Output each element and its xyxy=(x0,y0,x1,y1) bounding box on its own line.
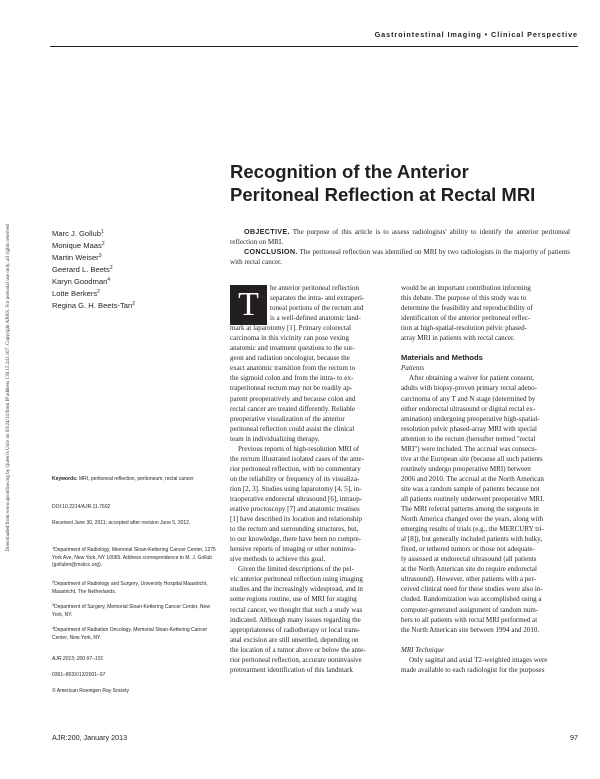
text-line: anal excision are still unsettled, depending on xyxy=(230,635,359,644)
subsection-heading: MRI Technique xyxy=(401,645,444,654)
abstract xyxy=(230,227,570,267)
text-line: [1] have described its location and relationship xyxy=(230,515,362,524)
section-header: Gastrointestinal Imaging • Clinical Perspective xyxy=(374,30,578,39)
author: Karyn Goodman$^4$ xyxy=(52,277,111,286)
text-line: Given the limited descriptions of the pel- xyxy=(238,565,354,574)
text-line: team in individualizing therapy. xyxy=(230,434,320,443)
affiliation-1: $^1$Department of Radiology, Memorial Sloan-Kettering Cancer Center, 1275 York Ave, New York, NY 10065. Address correspondence to M. J. Gollub (gollubm@mskcc.org). xyxy=(52,546,216,568)
text-line: peritoneal reflection could assist the clinical xyxy=(230,424,355,433)
article-title xyxy=(230,160,535,206)
text-line: appropriateness of radiotherapy or local trans- xyxy=(230,625,361,634)
text-line: studies and the increasingly widespread, and in xyxy=(230,585,363,594)
text-line: MRI") were included. The accrual was consecu- xyxy=(401,444,537,453)
text-line: Only sagittal and axial T2-weighted images were xyxy=(409,655,548,664)
text-line: ceived clinical need for these studies were also in- xyxy=(401,585,543,594)
author: Monique Maas$^2$ xyxy=(52,241,105,250)
text-line: fixed, or tethered tumors or those not adequate- xyxy=(401,545,535,554)
keywords: Keywords: MRI, peritoneal reflection, peritoneum, rectal cancer xyxy=(52,476,194,482)
author: Lotte Berkers$^2$ xyxy=(52,289,100,298)
text-line xyxy=(401,635,569,645)
text-line: tion at high-spatial-resolution pelvic phased- xyxy=(401,324,528,333)
text-line: determine the feasibility and reproducibility of xyxy=(401,304,533,313)
text-line: rectal cancer, we thought that such a study was xyxy=(230,605,363,614)
citation: AJR 2013; 200:97–101 xyxy=(52,656,104,662)
text-line: cluded. Randomization was accomplished using a xyxy=(401,595,542,604)
text-line: on the reliability or frequency of its visualiza- xyxy=(230,474,360,483)
author: Regina G. H. Beets-Tan$^2$ xyxy=(52,301,135,310)
text-line: amination) undergoing preoperative high-spatial- xyxy=(401,414,540,423)
text-line: mark at laparotomy [1]. Primary colorectal xyxy=(230,324,351,333)
received-dates: Received June 30, 2011; accepted after revision June 5, 2012. xyxy=(52,520,191,526)
text-line: anatomic and treatment questions to the sur- xyxy=(230,344,355,353)
text-line: all patients routinely underwent preoperative MRI. xyxy=(401,494,545,503)
text-line: the location of a tumor above or below the ante- xyxy=(230,645,366,654)
text-line: tion [2, 3]. Studies using laparotomy [4, 5], in- xyxy=(230,484,362,493)
title-line-1: Recognition of the Anterior xyxy=(230,161,469,182)
drop-cap: T xyxy=(230,285,267,325)
page-number: 97 xyxy=(570,733,578,742)
text-line: ly assessed at endorectal ultrasound (all patients xyxy=(401,555,537,564)
text-line: rior peritoneal reflection, accurate noninvasive xyxy=(230,655,362,664)
author: Martin Weiser$^3$ xyxy=(52,253,102,262)
text-line: 2006 and 2010. The accrual at the North American xyxy=(401,474,544,483)
issn: 0361–803X/13/2001–97 xyxy=(52,672,106,678)
text-line: ultrasound). However, other patients with a per- xyxy=(401,575,536,584)
author: Geerard L. Beets$^2$ xyxy=(52,265,113,274)
section-heading: Materials and Methods xyxy=(401,353,483,363)
text-line: either endorectal ultrasound or digital rectal ex- xyxy=(401,404,536,413)
text-line: al [8]), but generally included patients with bulky, xyxy=(401,535,543,544)
text-line: vic anterior peritoneal reflection using imaging xyxy=(230,575,363,584)
text-line: rior peritoneal reflection, with no commentary xyxy=(230,464,361,473)
text-line: carcinoma in this vicinity can pose vexing xyxy=(230,334,349,343)
text-line: separates the intra- and extraperi- xyxy=(270,294,365,303)
conclusion-text: The peritoneal reflection was identified on MRI by two radiologists in the majority of patients with rectal cancer. xyxy=(230,248,570,266)
text-line: identification of the anterior peritoneal reflec- xyxy=(401,314,531,323)
text-line: the sigmoid colon and from the intra- to ex- xyxy=(230,374,354,383)
conclusion-label: CONCLUSION. xyxy=(244,247,298,256)
text-line: he anterior peritoneal reflection xyxy=(270,284,360,292)
text-line: array MRI in patients with rectal cancer. xyxy=(401,334,515,343)
text-line: After obtaining a waiver for patient consent, xyxy=(409,374,535,383)
text-line: emerging results of trials (e.g., the MERCURY tri- xyxy=(401,525,544,534)
text-line: parent preoperatively and because colon and xyxy=(230,394,356,403)
text-line: computer-generated assignment of random num- xyxy=(401,605,539,614)
text-line: rectal cancer are treated differently. Reliable xyxy=(230,404,356,413)
text-line: site was a random sample of patients because not xyxy=(401,484,540,493)
affiliation-4: $^4$Department of Radiation Oncology, Memorial Sloan-Kettering Cancer Center, New York, NY. xyxy=(52,626,208,641)
text-line: exact anatomic transition from the rectum to xyxy=(230,364,356,373)
text-line: routinely undergo preoperative MRI) between xyxy=(401,464,531,473)
body-column-2 xyxy=(401,283,569,675)
text-line: some regions routine, use of MRI for staging xyxy=(230,595,357,604)
affiliation-3: $^3$Department of Surgery, Memorial Sloan-Kettering Cancer Center, New York, NY. xyxy=(52,603,210,618)
objective-text: The purpose of this article is to assess radiologists' ability to identify the anterior peritoneal reflection on MRI. xyxy=(230,228,570,246)
text-line: carcinoma of any T and N stage (determined by xyxy=(401,394,536,403)
download-notice: Downloaded from www.ajronline.org by Queen's Univ on 03/24/14 from IP address 130.15.241.167. Copyright ARRS. For personal use only; all rights reserved xyxy=(5,224,11,552)
text-line: attention to the rectum (hereafter termed "rectal xyxy=(401,434,536,443)
text-line: traoperative endorectal ultrasound [6], intraop- xyxy=(230,494,363,503)
text-line: indicated. Although many issues regarding the xyxy=(230,615,361,624)
text-line: to our knowledge, there have been no compre- xyxy=(230,535,362,544)
text-line: at the North American site do require endorectal xyxy=(401,565,537,574)
text-line: pretreatment identification of this landmark xyxy=(230,665,353,674)
text-line: made available to each radiologist for the purposes xyxy=(401,665,545,674)
affiliation-2: $^2$Department of Radiology and Surgery, University Hospital Maastricht, Maastricht, The Netherlands. xyxy=(52,580,208,595)
objective-label: OBJECTIVE. xyxy=(244,227,290,236)
text-line: hensive reports of imaging or other noninva- xyxy=(230,545,357,554)
text-line: resolution pelvic phased-array MRI with special xyxy=(401,424,538,433)
text-line: is a well-defined anatomic land- xyxy=(270,314,361,323)
body-column-1 xyxy=(230,283,398,675)
text-line: to the rectum and surrounding structures, but, xyxy=(230,525,359,534)
doi: DOI:10.2214/AJR.11.7602 xyxy=(52,504,111,510)
abstract-conclusion xyxy=(230,247,570,267)
author-list xyxy=(52,227,135,311)
text-line: the North American site between 1994 and 2010. xyxy=(401,625,540,634)
text-line: geon and radiation oncologist, because the xyxy=(230,354,350,363)
header-rule xyxy=(50,46,578,47)
abstract-objective xyxy=(230,227,570,247)
text-line: sive methods to achieve this goal. xyxy=(230,555,326,564)
title-line-2: Peritoneal Reflection at Rectal MRI xyxy=(230,184,536,205)
download-sidebar xyxy=(0,0,16,779)
text-line: erative proctoscopy [7] and anatomic treatises xyxy=(230,505,360,514)
text-line: preoperative visualization of the anterior xyxy=(230,414,345,423)
text-line: toneal portions of the rectum and xyxy=(270,304,364,313)
author: Marc J. Gollub$^1$ xyxy=(52,229,104,238)
copyright: © American Roentgen Ray Society xyxy=(52,688,130,694)
text-line: tive at the European site (because all such patients xyxy=(401,454,543,463)
text-line: The MRI referral patterns among the surgeons in xyxy=(401,505,539,514)
text-line: Previous reports of high-resolution MRI of xyxy=(238,444,360,453)
subsection-heading: Patients xyxy=(401,364,425,373)
text-line: North America changed over the years, along with xyxy=(401,515,544,524)
text-line: bers to all patients with rectal MRI performed at xyxy=(401,615,538,624)
text-line: adults with biopsy-proven primary rectal adeno- xyxy=(401,384,538,393)
text-line xyxy=(401,343,569,353)
text-line: this debate. The purpose of this study was to xyxy=(401,294,527,303)
footer-journal: AJR:200, January 2013 xyxy=(52,733,128,742)
text-line: would be an important contribution informing xyxy=(401,284,531,292)
text-line: the rectum illustrated isolated cases of the ante- xyxy=(230,454,365,463)
text-line: traperitoneal rectum may not be readily ap- xyxy=(230,384,353,393)
